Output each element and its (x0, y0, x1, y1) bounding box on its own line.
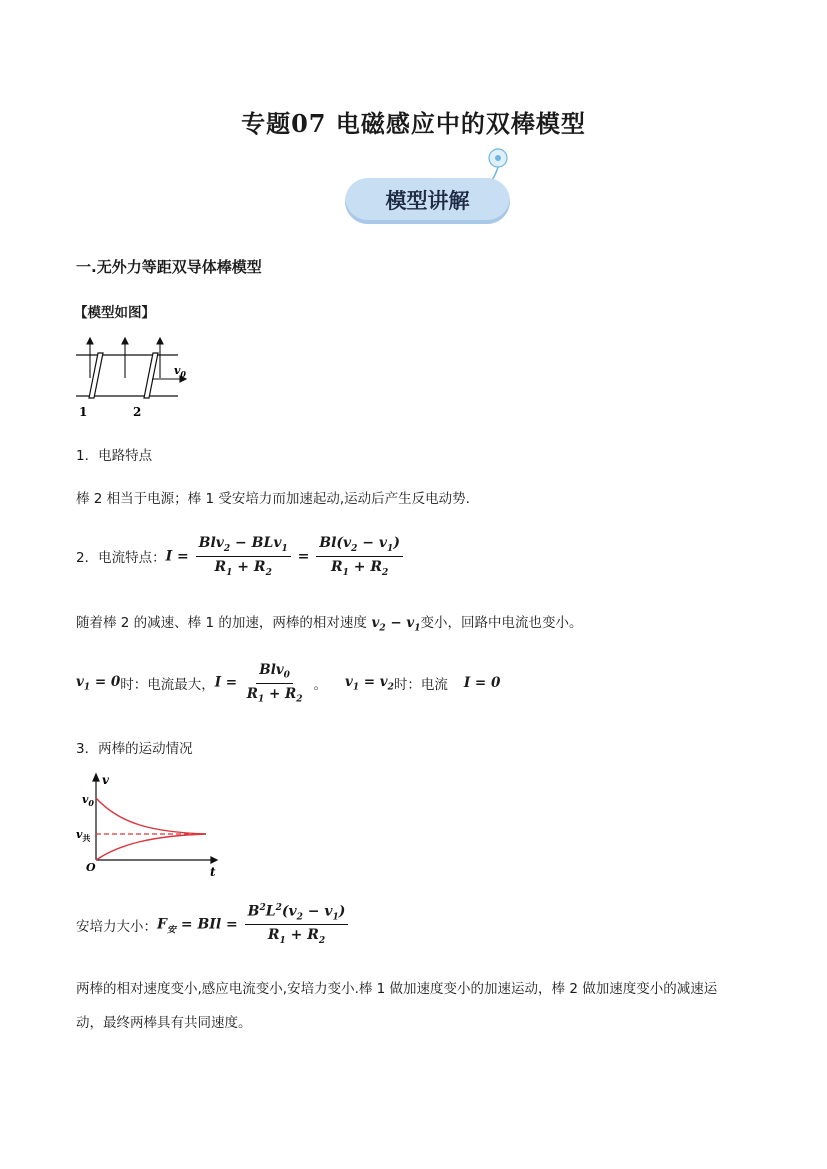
section-heading: 一.无外力等距双导体棒模型 (76, 258, 262, 276)
v0-axis-label: v (82, 793, 89, 806)
cond-a: 时：电流最大， (120, 677, 215, 694)
ampere-label: 安培力大小： (76, 918, 157, 935)
two-rod-rails-figure (70, 336, 200, 422)
model-explain-banner: 模型讲解 (345, 178, 510, 224)
item1-heading: 1．电路特点 (76, 448, 153, 464)
vgong-label: v (76, 828, 83, 841)
item3-heading: 3．两棒的运动情况 (76, 741, 193, 757)
svg-text:v共 (76, 828, 90, 843)
ampere-formula: $F_安$ = BIl = $\frac{B^2L^2(v_2 - v_1)}{R_1 + R_2}$ (157, 903, 350, 946)
velocity-time-graph (72, 772, 222, 880)
rod1-label: 1 (79, 405, 88, 419)
svg-text:v0 (82, 793, 94, 808)
current-formula: I = $\frac{Blv_2 - BLv_1}{R_1 + R_2}$ = $\frac{Bl(v_2 - v_1)}{R_1 + R_2}$ (166, 535, 405, 578)
flower-decoration-icon (484, 146, 514, 182)
para1-pre: 随着棒 2 的减速、棒 1 的加速，两棒的相对速度 (76, 615, 367, 631)
condition-line (76, 662, 500, 704)
ampere-force-line (76, 903, 350, 946)
svg-text:v0 (174, 364, 186, 379)
rod2-label: 2 (133, 405, 142, 419)
page-title: 专题07 电磁感应中的双棒模型 (241, 109, 586, 138)
v-axis-label: v (102, 773, 109, 787)
relative-speed-math: $v_2 - v_1$ (366, 615, 421, 634)
model-figure-heading: 【模型如图】 (74, 305, 155, 321)
final-line-2: 动，最终两棒具有共同速度。 (76, 1015, 252, 1031)
v0-label: v (174, 364, 181, 377)
t-axis-label: t (210, 865, 216, 879)
v0-axis-sub: 0 (88, 798, 94, 808)
final-line-1: 两棒的相对速度变小,感应电流变小,安培力变小.棒 1 做加速度变小的加速运动，棒 2 做加速度变小的减速运 (76, 981, 718, 997)
origin-label: O (86, 861, 96, 874)
vgong-sub: 共 (82, 833, 91, 843)
cond-b: 时：电流 (393, 677, 448, 694)
max-current-formula: I = $\frac{Blv_0}{R_1 + R_2}$ (214, 662, 303, 705)
current-formula-line (76, 535, 405, 578)
v1-zero-math: $v_1 = 0$ (76, 673, 121, 693)
zero-current-math: I = 0 (463, 675, 501, 692)
cond-dot: 。 (313, 677, 327, 694)
relative-speed-paragraph (76, 611, 582, 634)
para1-post: 变小，回路中电流也变小。 (420, 615, 583, 631)
item2-label: 2．电流特点： (76, 550, 166, 567)
item1-text: 棒 2 相当于电源；棒 1 受安培力而加速起动,运动后产生反电动势. (76, 491, 470, 507)
v1-eq-v2-math: $v_1 = v_2$ (344, 673, 394, 693)
v0-sub: 0 (180, 369, 186, 379)
